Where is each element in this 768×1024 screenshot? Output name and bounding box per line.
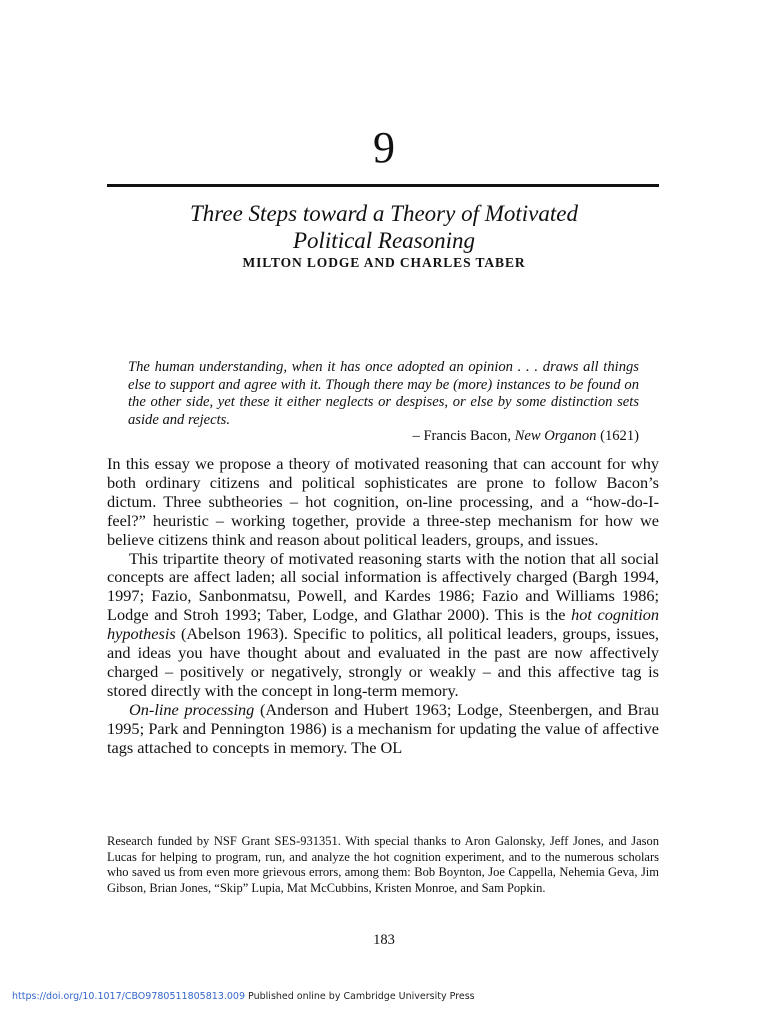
body-text — [107, 455, 659, 758]
body-paragraph-2 — [107, 550, 659, 701]
chapter-title-line-1: Three Steps toward a Theory of Motivated — [190, 201, 578, 226]
footnote: Research funded by NSF Grant SES-931351. With special thanks to Aron Galonsky, Jeff Jones, and Jason Lucas for helping to program, run, and analyze the hot cognition experiment, and to the numerous scholars who saved us from even more grievous errors, among them: Bob Boynton, Joe Cappella, Nehemia Geva, Jim Gibson, Brian Jones, “Skip” Lupia, Mat McCubbins, Kristen Monroe, and Sam Popkin. — [107, 834, 659, 896]
chapter-title — [80, 200, 688, 254]
chapter-rule — [107, 184, 659, 187]
epigraph-quote: The human understanding, when it has once adopted an opinion . . . draws all things else to support and agree with it. Though there may be (more) instances to be found on the other side, yet these it either neglects or despises, or else by some distinction sets aside and rejects. — [128, 359, 639, 428]
epigraph — [128, 359, 639, 429]
paragraph-2-text-b: (Abelson 1963). Specific to politics, all political leaders, groups, issues, and ideas you have thought about and evaluated in the past are now affectively charged – positively or negatively, strongly or weakly – and this affective tag is stored directly with the concept in long-term memory. — [107, 624, 659, 700]
paragraph-2-text-a: This tripartite theory of motivated reasoning starts with the notion that all social concepts are affect laden; all social information is affectively charged (Bargh 1994, 1997; Fazio, Sanbonmatsu, Powell, and Kardes 1986; Fazio and Williams 1986; Lodge and Stroh 1993; Taber, Lodge, and Glathar 2000). This is the — [107, 548, 659, 625]
chapter-number: 9 — [373, 123, 395, 172]
attribution-work: New Organon — [514, 428, 597, 444]
attribution-year: (1621) — [600, 428, 639, 444]
attribution-author: – Francis Bacon, — [412, 428, 511, 444]
chapter-authors: MILTON LODGE AND CHARLES TABER — [242, 255, 526, 270]
page-number: 183 — [373, 932, 395, 948]
doi-footer — [12, 991, 475, 1002]
paragraph-3-text: (Anderson and Hubert 1963; Lodge, Steenbergen, and Brau 1995; Park and Pennington 1986) is a mechanism for updating the value of affective tags attached to concepts in memory. The OL — [107, 699, 659, 757]
doi-publisher-note: Published online by Cambridge University Press — [248, 991, 475, 1002]
doi-link[interactable]: https://doi.org/10.1017/CBO9780511805813.009 — [12, 991, 246, 1002]
paragraph-3-emphasis: On-line processing — [129, 699, 255, 719]
paragraph-2-emphasis: hot cognition hypothesis — [107, 605, 659, 644]
chapter-title-line-2: Political Reasoning — [292, 228, 476, 253]
body-paragraph-3 — [107, 701, 659, 758]
body-paragraph-1: In this essay we propose a theory of motivated reasoning that can account for why both ordinary citizens and political sophisticates are prone to follow Bacon’s dictum. Three subtheories – hot cognition, on-line processing, and a “how-do-I-feel?” heuristic – working together, provide a three-step mechanism for how we believe citizens think and reason about political leaders, groups, and issues. — [107, 454, 659, 549]
epigraph-attribution — [128, 428, 639, 446]
